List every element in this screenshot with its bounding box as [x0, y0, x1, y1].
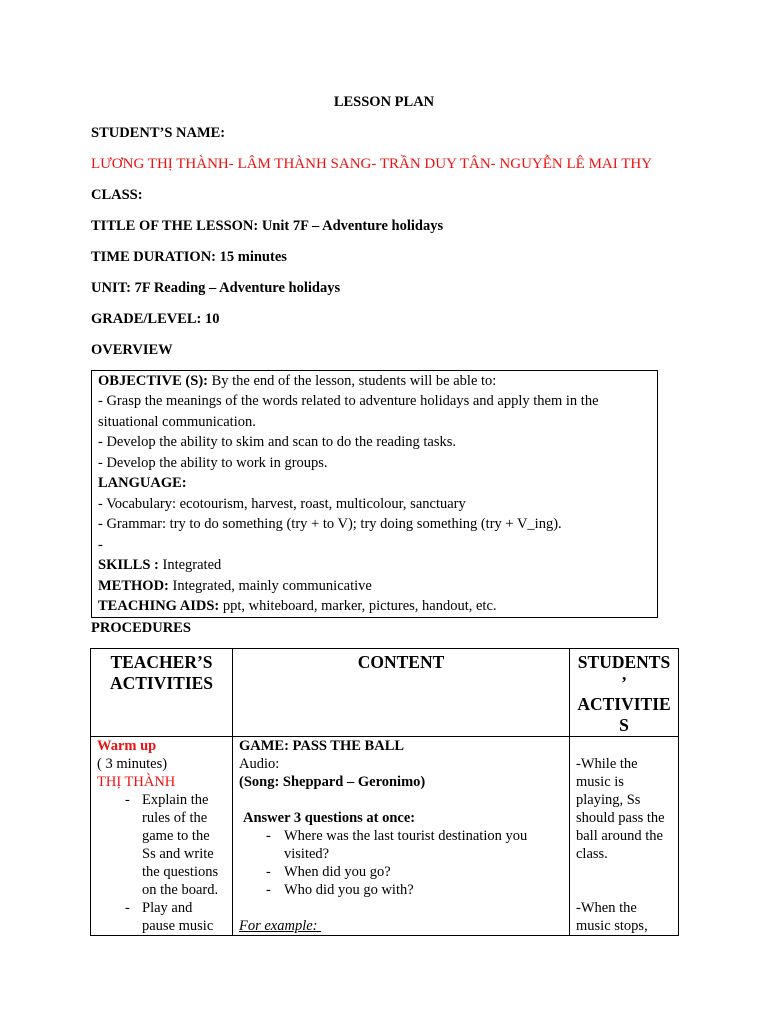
- objective-row: OBJECTIVE (S): By the end of the lesson, students will be able to:: [98, 373, 497, 389]
- header-teacher-activities: TEACHER’S ACTIVITIES: [91, 649, 233, 737]
- vocabulary-line: - Vocabulary: ecotourism, harvest, roast, multicolour, sanctuary: [98, 496, 466, 512]
- students-header-line: S: [619, 715, 629, 735]
- game-title: GAME: PASS THE BALL: [239, 738, 405, 754]
- page-title: LESSON PLAN: [333, 94, 435, 110]
- teacher-name: THỊ THÀNH: [97, 774, 176, 790]
- method-row: METHOD: Integrated, mainly communicative: [98, 578, 372, 594]
- warmup-label: Warm up: [97, 738, 157, 754]
- teacher-step-music: - Play and pause music: [125, 900, 214, 934]
- students-header-line: ACTIVITIE: [577, 694, 671, 714]
- minutes-label: ( 3 minutes): [97, 756, 168, 772]
- objective-1b: situational communication.: [98, 414, 256, 430]
- student-names: LƯƠNG THỊ THÀNH- LÂM THÀNH SANG- TRẦN DUY TÂN- NGUYỄN LÊ MAI THY: [91, 156, 653, 172]
- students-header-line: STUDENTS: [577, 652, 671, 672]
- overview-heading: OVERVIEW: [91, 342, 173, 358]
- students-label: STUDENT’S NAME:: [91, 125, 226, 141]
- student-step-pass: -While the music is playing, Ss should pass the ball around the class.: [576, 756, 665, 862]
- procedures-table: [90, 648, 679, 936]
- students-header-line: ’: [621, 673, 627, 693]
- overview-box: [91, 370, 658, 618]
- table-header-row: [91, 649, 679, 737]
- teaching-aids-row: TEACHING AIDS: ppt, whiteboard, marker, pictures, handout, etc.: [98, 598, 497, 614]
- student-step-stop: -When the music stops,: [576, 900, 648, 934]
- objective-1a: - Grasp the meanings of the words related to adventure holidays and apply them in the: [98, 393, 599, 409]
- grade-line: GRADE/LEVEL: 10: [91, 311, 220, 327]
- students-activities-cell: [570, 737, 679, 936]
- warmup-row: [91, 737, 679, 936]
- teacher-activities-cell: [91, 737, 233, 936]
- content-cell: [233, 737, 570, 936]
- language-label: LANGUAGE:: [98, 475, 187, 491]
- skills-row: SKILLS : Integrated: [98, 557, 222, 573]
- teacher-step-explain: - Explain the rules of the game to the Ss and write the questions on the board.: [125, 792, 219, 898]
- grammar-line: - Grammar: try to do something (try + to V); try doing something (try + V_ing).: [98, 516, 562, 532]
- procedures-heading: PROCEDURES: [91, 620, 191, 636]
- question-2: - When did you go?: [266, 864, 391, 880]
- objective-2: - Develop the ability to skim and scan to do the reading tasks.: [98, 434, 456, 450]
- dash-line: -: [98, 537, 103, 553]
- audio-label: Audio:: [239, 756, 280, 772]
- objective-3: - Develop the ability to work in groups.: [98, 455, 328, 471]
- class-label: CLASS:: [91, 187, 143, 203]
- song-label: (Song: Sheppard – Geronimo): [239, 774, 426, 790]
- question-1: - Where was the last tourist destination you visited?: [266, 828, 528, 862]
- for-example-label: For example:: [239, 918, 322, 934]
- header-students-activities: [570, 649, 679, 737]
- lesson-title: TITLE OF THE LESSON: Unit 7F – Adventure holidays: [91, 218, 444, 234]
- unit-line: UNIT: 7F Reading – Adventure holidays: [91, 280, 341, 296]
- header-content: CONTENT: [233, 649, 570, 737]
- time-duration: TIME DURATION: 15 minutes: [91, 249, 287, 265]
- question-3: - Who did you go with?: [266, 882, 414, 898]
- answer-label: Answer 3 questions at once:: [243, 810, 416, 826]
